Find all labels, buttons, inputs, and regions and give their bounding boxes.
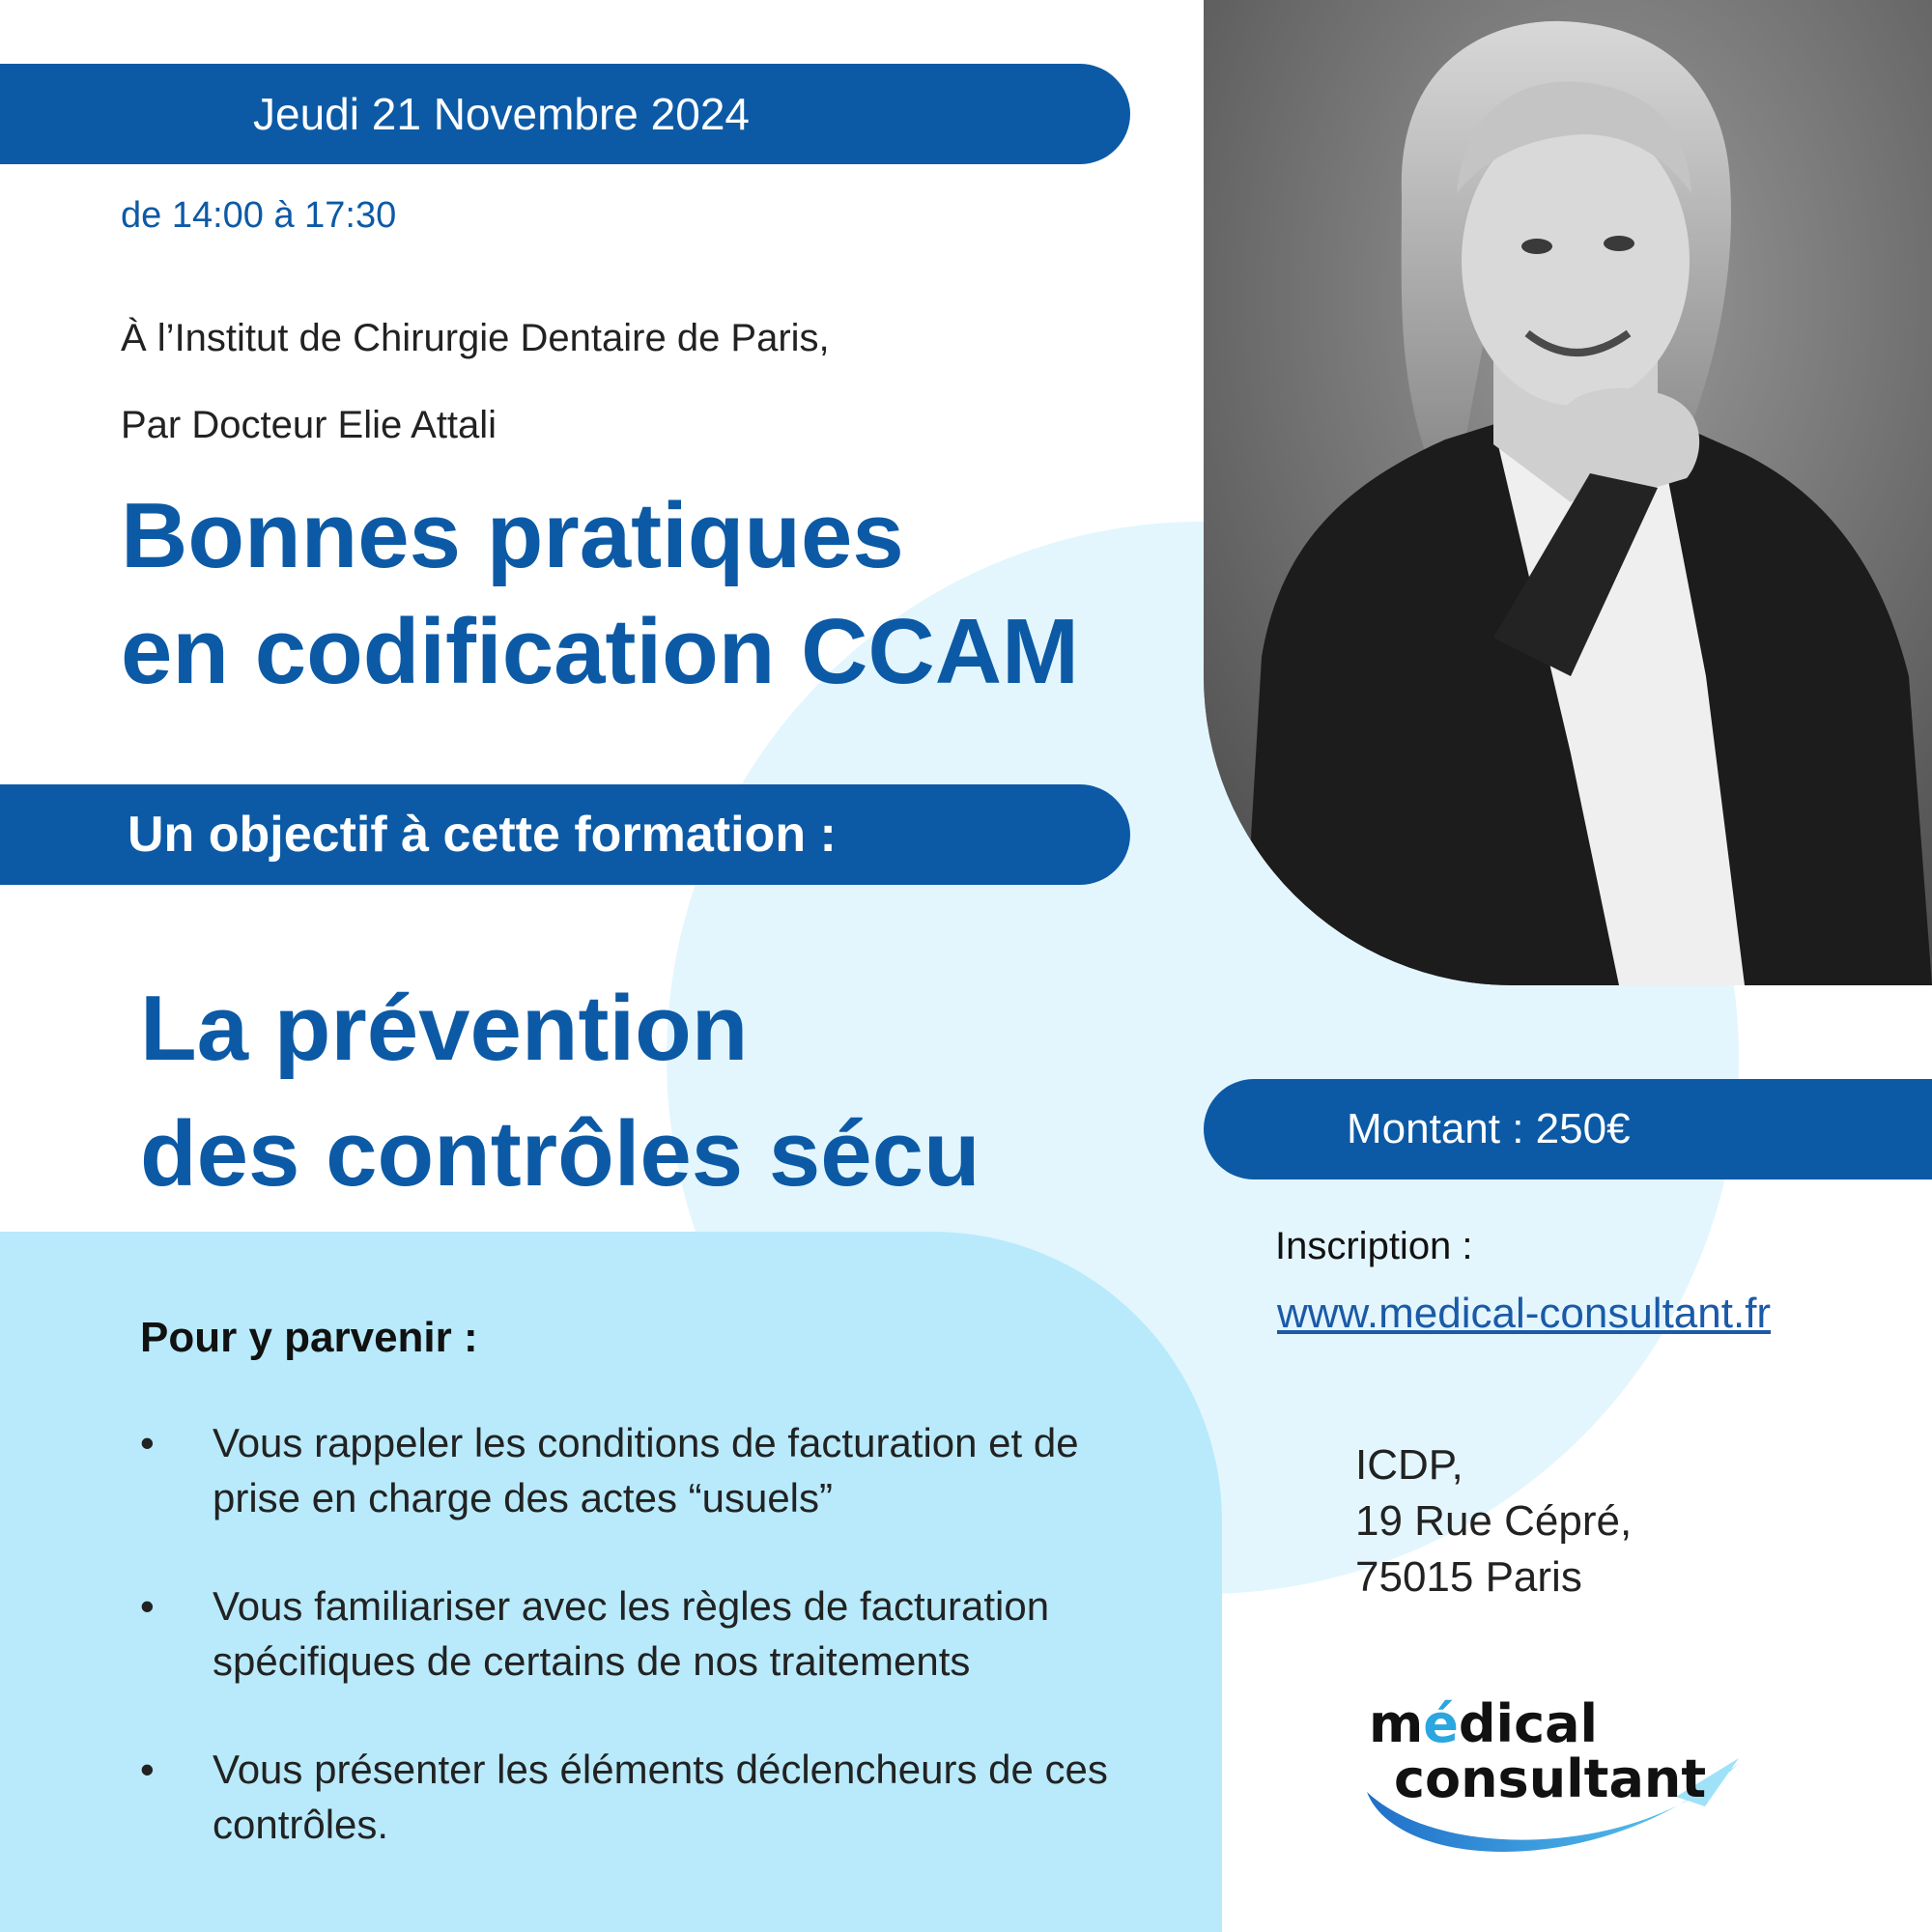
address-block bbox=[1355, 1437, 1632, 1605]
price-value: Montant : 250€ bbox=[1347, 1105, 1631, 1152]
venue-block bbox=[121, 295, 830, 469]
list-item-text: Vous présenter les éléments déclencheurs de ces contrôles. bbox=[213, 1747, 1108, 1847]
logo-dical: dical bbox=[1458, 1693, 1599, 1754]
title-line-1: Bonnes pratiques bbox=[121, 484, 904, 587]
objective-banner-text: Un objectif à cette formation : bbox=[128, 807, 837, 863]
list-item bbox=[140, 1578, 1135, 1689]
bullet-icon: • bbox=[140, 1747, 155, 1792]
list-item bbox=[140, 1742, 1135, 1852]
logo-word-medical bbox=[1369, 1693, 1598, 1754]
registration-link[interactable]: www.medical-consultant.fr bbox=[1277, 1290, 1772, 1337]
date-banner bbox=[0, 64, 1130, 164]
objective-line-1: La prévention bbox=[140, 977, 749, 1080]
medical-consultant-logo bbox=[1357, 1686, 1763, 1879]
bullet-icon: • bbox=[140, 1420, 155, 1465]
speaker-portrait-illustration bbox=[1204, 0, 1932, 985]
title-line-2: en codification CCAM bbox=[121, 600, 1080, 703]
objective-title bbox=[140, 966, 980, 1217]
logo-accent-letter: é bbox=[1423, 1693, 1459, 1754]
objective-banner bbox=[0, 784, 1130, 885]
details-list bbox=[140, 1415, 1135, 1905]
logo-m: m bbox=[1369, 1693, 1424, 1754]
bullet-icon: • bbox=[140, 1583, 155, 1629]
objective-line-2: des contrôles sécu bbox=[140, 1102, 980, 1206]
inscription-label: Inscription : bbox=[1275, 1225, 1473, 1267]
speaker-line: Par Docteur Elie Attali bbox=[121, 404, 497, 446]
event-time: de 14:00 à 17:30 bbox=[121, 195, 397, 236]
address-line: ICDP, bbox=[1355, 1441, 1463, 1489]
course-title bbox=[121, 478, 1079, 710]
logo-word-consultant: consultant bbox=[1394, 1748, 1707, 1809]
list-item-text: Vous familiariser avec les règles de facturation spécifiques de certains de nos traitements bbox=[213, 1583, 1050, 1684]
address-line: 19 Rue Cépré, bbox=[1355, 1497, 1633, 1545]
details-heading: Pour y parvenir : bbox=[140, 1314, 478, 1361]
speaker-photo bbox=[1204, 0, 1932, 985]
event-date: Jeudi 21 Novembre 2024 bbox=[253, 89, 750, 139]
venue-line: À l’Institut de Chirurgie Dentaire de Paris, bbox=[121, 317, 830, 359]
list-item bbox=[140, 1415, 1135, 1525]
address-line: 75015 Paris bbox=[1355, 1553, 1582, 1601]
price-banner bbox=[1204, 1079, 1932, 1179]
list-item-text: Vous rappeler les conditions de facturation et de prise en charge des actes “usuels” bbox=[213, 1420, 1079, 1520]
